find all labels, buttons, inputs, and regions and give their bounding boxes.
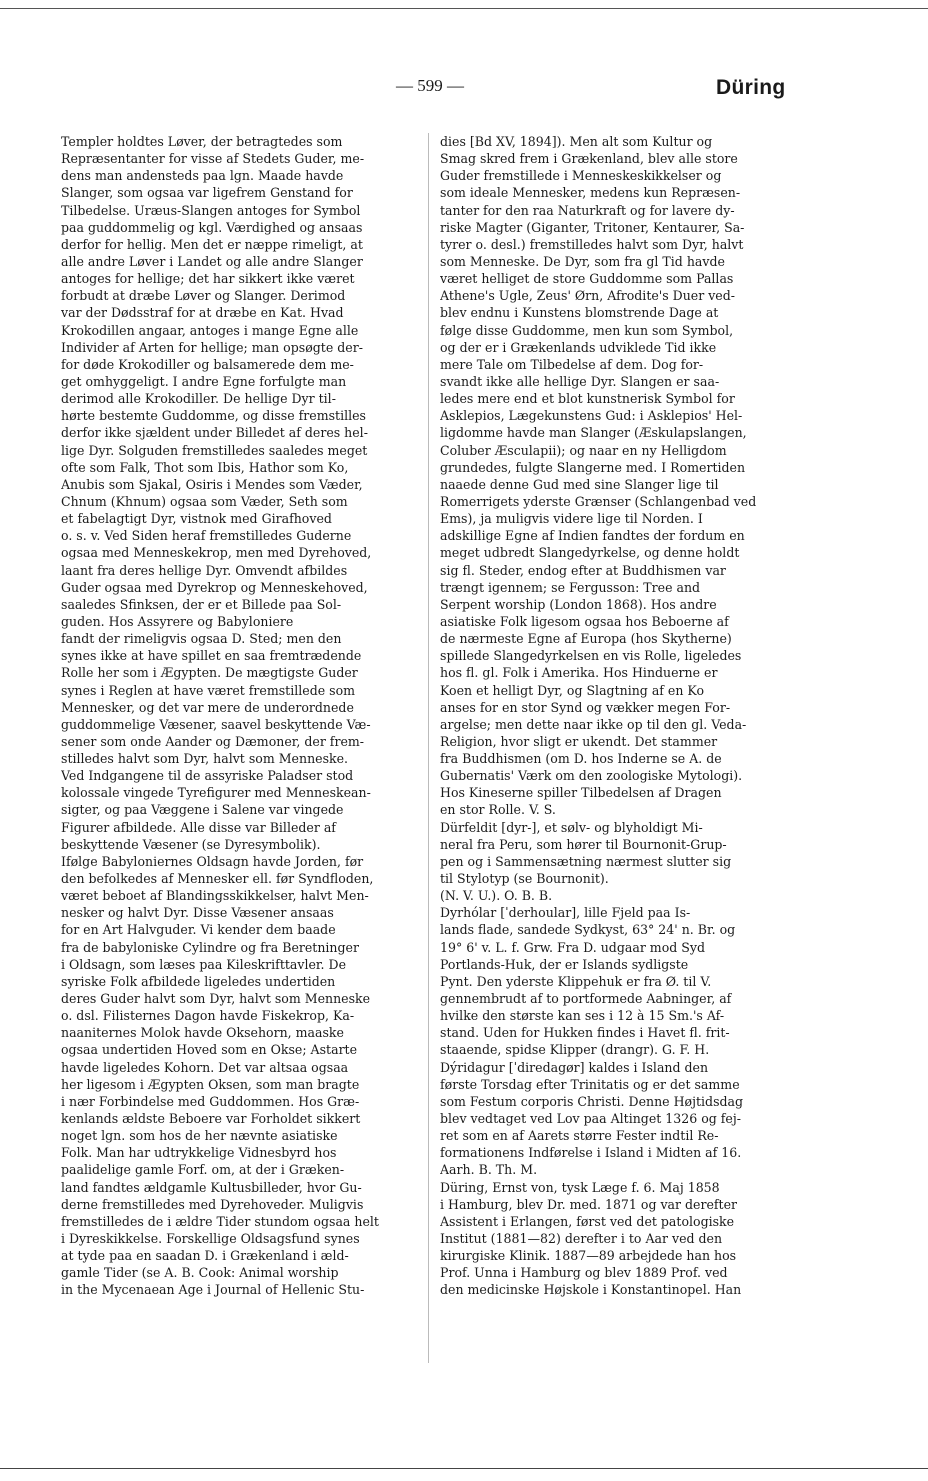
text-line: saaledes Sfinksen, der er et Billede paa Sol- bbox=[61, 596, 342, 612]
text-line: Krokodillen angaar, antoges i mange Egne alle bbox=[61, 322, 359, 338]
text-line: formationens Indførelse i Island i Midten af 16. bbox=[440, 1145, 742, 1161]
text-line: get omhyggeligt. I andre Egne forfulgte man bbox=[61, 373, 347, 389]
text-line: hørte bestemte Guddomme, og disse fremstilles bbox=[61, 408, 366, 424]
text-line: Pynt. Den yderste Klippehuk er fra Ø. til V. bbox=[440, 973, 712, 989]
text-line: paa guddommelig og kgl. Værdighed og ansaas bbox=[61, 219, 363, 235]
running-head: Düring bbox=[716, 76, 786, 99]
text-line: riske Magter (Giganter, Tritoner, Kentaurer, Sa- bbox=[440, 219, 745, 235]
text-line: som ideale Mennesker, medens kun Repræsen- bbox=[440, 185, 741, 201]
text-line: blev endnu i Kunstens blomstrende Dage at bbox=[440, 305, 719, 321]
text-line: lige Dyr. Solguden fremstilledes saaledes meget bbox=[61, 442, 368, 458]
text-line: Portlands-Huk, der er Islands sydligste bbox=[440, 956, 689, 972]
text-line: pen og i Sammensætning nærmest slutter sig bbox=[440, 853, 732, 869]
text-line: Koen et helligt Dyr, og Slagtning af en Ko bbox=[440, 682, 705, 698]
text-line: hvilke den største kan ses i 12 à 15 Sm.'s Af- bbox=[440, 1008, 725, 1024]
text-line: for en Art Halvguder. Vi kender dem baade bbox=[61, 922, 336, 938]
text-line: staaende, spidse Klipper (drangr). G. F. H. bbox=[440, 1042, 710, 1058]
text-line: Athene's Ugle, Zeus' Ørn, Afrodite's Duer ved- bbox=[440, 288, 735, 304]
text-line: Romerrigets yderste Grænser (Schlangenbad ved bbox=[440, 493, 757, 509]
text-line: været helliget de store Guddomme som Pallas bbox=[440, 271, 734, 287]
text-line: Serpent worship (London 1868). Hos andre bbox=[440, 596, 717, 612]
text-line: til Stylotyp (se Bournonit). bbox=[440, 871, 609, 887]
right-column bbox=[440, 133, 796, 1363]
text-line: trængt igennem; se Fergusson: Tree and bbox=[440, 579, 701, 595]
text-line: anses for en stor Synd og vækker megen For- bbox=[440, 699, 731, 715]
text-line: argelse; men dette naar ikke op til den gl. Veda- bbox=[440, 716, 747, 732]
text-line: Mennesker, og det var mere de underordnede bbox=[61, 699, 354, 715]
page-number: — 599 — bbox=[396, 76, 464, 95]
text-line: den medicinske Højskole i Konstantinopel. Han bbox=[440, 1282, 742, 1298]
text-line: ledes mere end et blot kunstnerisk Symbol for bbox=[440, 391, 735, 407]
text-line: paalidelige gamle Forf. om, at der i Græken- bbox=[61, 1162, 345, 1178]
text-line: derne fremstilledes med Dyrehoveder. Muligvis bbox=[61, 1196, 364, 1212]
text-line: tanter for den raa Naturkraft og for lavere dy- bbox=[440, 202, 735, 218]
text-line: og der er i Grækenlands udviklede Tid ikke bbox=[440, 339, 717, 355]
text-line: beskyttende Væsener (se Dyresymbolik). bbox=[61, 836, 321, 852]
text-line: deres Guder halvt som Dyr, halvt som Menneske bbox=[61, 991, 371, 1007]
text-line: land fandtes ældgamle Kultusbilleder, hvor Gu- bbox=[61, 1179, 362, 1195]
text-line: naaede denne Gud med sine Slanger lige til bbox=[440, 476, 719, 492]
text-line: en stor Rolle. V. S. bbox=[440, 802, 556, 818]
text-line: fra Buddhismen (om D. hos Inderne se A. de bbox=[440, 751, 722, 767]
text-line: in the Mycenaean Age i Journal of Hellenic Stu- bbox=[61, 1282, 365, 1298]
text-line: de nærmeste Egne af Europa (hos Skytherne) bbox=[440, 631, 732, 647]
text-line: spillede Slangedyrkelsen en vis Rolle, ligeledes bbox=[440, 648, 742, 664]
text-line: naaniternes Molok havde Oksehorn, maaske bbox=[61, 1025, 344, 1041]
text-line: havde ligeledes Kohorn. Det var altsaa ogsaa bbox=[61, 1059, 349, 1075]
text-line: stilledes halvt som Dyr, halvt som Menneske. bbox=[61, 751, 349, 767]
text-line: Prof. Unna i Hamburg og blev 1889 Prof. ved bbox=[440, 1265, 728, 1281]
text-line: Figurer afbildede. Alle disse var Billeder af bbox=[61, 819, 336, 835]
text-line: guden. Hos Assyrere og Babyloniere bbox=[61, 613, 294, 629]
text-line: meget udbredt Slangedyrkelse, og denne holdt bbox=[440, 545, 740, 561]
text-line: her ligesom i Ægypten Oksen, som man bragte bbox=[61, 1076, 360, 1092]
column-divider bbox=[428, 133, 429, 1363]
text-line: nesker og halvt Dyr. Disse Væsener ansaas bbox=[61, 905, 334, 921]
text-line: Folk. Man har udtrykkelige Vidnesbyrd hos bbox=[61, 1145, 337, 1161]
text-line: dies [Bd XV, 1894]). Men alt som Kultur og bbox=[440, 134, 713, 149]
text-line: Guder ogsaa med Dyrekrop og Menneskehoved, bbox=[61, 579, 368, 595]
text-line: sigter, og paa Væggene i Salene var vingede bbox=[61, 802, 344, 818]
text-line: forbudt at dræbe Løver og Slanger. Derimod bbox=[61, 288, 346, 304]
text-line: følge disse Guddomme, men kun som Symbol, bbox=[440, 322, 734, 338]
text-line: Smag skred frem i Grækenland, blev alle store bbox=[440, 151, 738, 167]
text-line: som Festum corporis Christi. Denne Højtidsdag bbox=[440, 1093, 744, 1109]
text-line: været beboet af Blandingsskikkelser, halvt Men- bbox=[61, 888, 369, 904]
text-line: adskillige Egne af Indien fandtes der fordum en bbox=[440, 528, 745, 544]
text-line: et fabelagtigt Dyr, vistnok med Girafhoved bbox=[61, 511, 332, 527]
text-line: Chnum (Khnum) ogsaa som Væder, Seth som bbox=[61, 493, 348, 509]
text-line: som Menneske. De Dyr, som fra gl Tid havde bbox=[440, 253, 725, 269]
text-line: blev vedtaget ved Lov paa Altinget 1326 og fej- bbox=[440, 1111, 741, 1127]
text-line: o. s. v. Ved Siden heraf fremstilledes Guderne bbox=[61, 528, 352, 544]
text-line: ogsaa med Menneskekrop, men med Dyrehoved, bbox=[61, 545, 372, 561]
text-line: Ifølge Babyloniernes Oldsagn havde Jorden, før bbox=[61, 853, 364, 869]
text-line: neral fra Peru, som hører til Bournonit-Grup- bbox=[440, 836, 727, 852]
text-line: den befolkedes af Mennesker ell. før Syndfloden, bbox=[61, 871, 374, 887]
text-line: Ved Indgangene til de assyriske Paladser stod bbox=[61, 768, 354, 784]
text-line: alle andre Løver i Landet og alle andre Slanger bbox=[61, 253, 363, 269]
text-line: gamle Tider (se A. B. Cook: Animal worship bbox=[61, 1265, 339, 1281]
text-line: Religion, hvor sligt er ukendt. Det stammer bbox=[440, 733, 718, 749]
text-line: Institut (1881—82) derefter i to Aar ved den bbox=[440, 1231, 723, 1246]
text-line: derimod alle Krokodiller. De hellige Dyr til- bbox=[61, 391, 336, 407]
text-line: Dyrhólar [ˈderhoular], lille Fjeld paa Is- bbox=[440, 905, 691, 921]
text-line: Individer af Arten for hellige; man opsøgte der- bbox=[61, 339, 363, 355]
text-line: derfor for hellig. Men det er næppe rimeligt, at bbox=[61, 236, 363, 252]
text-line: (N. V. U.). O. B. B. bbox=[440, 888, 553, 904]
text-line: kirurgiske Klinik. 1887—89 arbejdede han hos bbox=[440, 1248, 737, 1264]
text-line: synes i Reglen at have været fremstillede som bbox=[61, 682, 356, 698]
text-line: antoges for hellige; det har sikkert ikke været bbox=[61, 271, 355, 287]
text-line: Assistent i Erlangen, først ved det patologiske bbox=[440, 1213, 735, 1229]
text-line: ofte som Falk, Thot som Ibis, Hathor som Ko, bbox=[61, 459, 349, 475]
text-line: i Hamburg, blev Dr. med. 1871 og var derefter bbox=[440, 1196, 738, 1212]
text-line: mere Tale om Tilbedelse af dem. Dog for- bbox=[440, 356, 704, 372]
text-line: hos fl. gl. Folk i Amerika. Hos Hinduerne er bbox=[440, 665, 718, 681]
text-line: asiatiske Folk ligesom ogsaa hos Beboerne af bbox=[440, 613, 729, 629]
text-line: Aarh. B. Th. M. bbox=[440, 1162, 538, 1178]
text-line: stand. Uden for Hukken findes i Havet fl. frit- bbox=[440, 1025, 730, 1041]
text-line: for døde Krokodiller og balsamerede dem me- bbox=[61, 356, 354, 372]
text-line: dens man andensteds paa lgn. Maade havde bbox=[61, 168, 344, 184]
text-line: var der Dødsstraf for at dræbe en Kat. Hvad bbox=[61, 305, 344, 321]
text-line: ret som en af Aarets større Fester indtil Re- bbox=[440, 1128, 719, 1144]
text-line: ligdomme havde man Slanger (Æskulapslangen, bbox=[440, 425, 747, 441]
text-line: kenlands ældste Beboere var Forholdet sikkert bbox=[61, 1111, 361, 1127]
text-line: Düring, Ernst von, tysk Læge f. 6. Maj 1858 bbox=[440, 1179, 720, 1195]
text-line: laant fra deres hellige Dyr. Omvendt afbildes bbox=[61, 562, 348, 578]
text-line: Dürfeldit [dyr-], et sølv- og blyholdigt Mi- bbox=[440, 819, 703, 835]
text-line: Tilbedelse. Uræus-Slangen antoges for Symbol bbox=[61, 202, 361, 218]
text-line: o. dsl. Filisternes Dagon havde Fiskekrop, Ka- bbox=[61, 1008, 355, 1024]
text-line: Guder fremstillede i Menneskeskikkelser og bbox=[440, 168, 722, 184]
text-line: guddommelige Væsener, saavel beskyttende Væ- bbox=[61, 716, 371, 732]
text-line: Hos Kineserne spiller Tilbedelsen af Dragen bbox=[440, 785, 722, 801]
text-line: lands flade, sandede Sydkyst, 63° 24' n. Br. og bbox=[440, 922, 736, 938]
text-line: Gubernatis' Værk om den zoologiske Mytologi). bbox=[440, 768, 743, 784]
text-line: gennembrudt af to portformede Aabninger, af bbox=[440, 991, 732, 1007]
text-line: første Torsdag efter Trinitatis og er det samme bbox=[440, 1076, 740, 1092]
text-line: i nær Forbindelse med Guddommen. Hos Græ- bbox=[61, 1093, 360, 1109]
text-line: syriske Folk afbildede ligeledes undertiden bbox=[61, 973, 336, 989]
text-line: Dýridagur [ˈdiredagør] kaldes i Island den bbox=[440, 1059, 709, 1075]
text-line: sig fl. Steder, endog efter at Buddhismen var bbox=[440, 562, 726, 578]
text-line: ogsaa undertiden Hoved som en Okse; Astarte bbox=[61, 1042, 358, 1058]
text-line: sener som onde Aander og Dæmoner, der frem- bbox=[61, 733, 365, 749]
text-line: grundedes, fulgte Slangerne med. I Romertiden bbox=[440, 459, 746, 475]
text-line: fra de babyloniske Cylindre og fra Beretninger bbox=[61, 939, 359, 955]
text-line: svandt ikke alle hellige Dyr. Slangen er saa- bbox=[440, 373, 720, 389]
bottom-rule bbox=[0, 1468, 928, 1469]
text-line: Slanger, som ogsaa var ligefrem Genstand for bbox=[61, 185, 353, 201]
text-line: Rolle her som i Ægypten. De mægtigste Guder bbox=[61, 665, 358, 681]
text-line: at tyde paa en saadan D. i Grækenland i æld- bbox=[61, 1248, 349, 1264]
text-line: kolossale vingede Tyrefigurer med Menneskean- bbox=[61, 785, 371, 801]
text-line: i Oldsagn, som læses paa Kileskrifttavler. De bbox=[61, 956, 346, 972]
text-line: i Dyreskikkelse. Forskellige Oldsagsfund synes bbox=[61, 1231, 360, 1246]
left-column bbox=[61, 133, 417, 1363]
text-line: Coluber Æsculapii); og naar en ny Helligdom bbox=[440, 442, 727, 458]
text-line: 19° 6' v. L. f. Grw. Fra D. udgaar mod Syd bbox=[440, 939, 705, 955]
text-line: Anubis som Sjakal, Osiris i Mendes som Væder, bbox=[61, 476, 363, 492]
text-line: derfor ikke sjældent under Billedet af deres hel- bbox=[61, 425, 368, 441]
text-line: Asklepios, Lægekunstens Gud: i Asklepios' Hel- bbox=[440, 408, 743, 424]
text-line: fandt der rimeligvis ogsaa D. Sted; men den bbox=[61, 631, 342, 647]
text-line: fremstilledes de i ældre Tider stundom ogsaa helt bbox=[61, 1213, 379, 1229]
text-line: synes ikke at have spillet en saa fremtrædende bbox=[61, 648, 362, 664]
top-rule bbox=[0, 8, 928, 9]
text-line: Templer holdtes Løver, der betragtedes som bbox=[61, 134, 343, 149]
text-line: Repræsentanter for visse af Stedets Guder, me- bbox=[61, 151, 365, 167]
text-line: Ems), ja muligvis videre lige til Norden. I bbox=[440, 511, 703, 527]
text-line: noget lgn. som hos de her nævnte asiatiske bbox=[61, 1128, 338, 1144]
text-line: tyrer o. desl.) fremstilledes halvt som Dyr, halvt bbox=[440, 236, 744, 252]
